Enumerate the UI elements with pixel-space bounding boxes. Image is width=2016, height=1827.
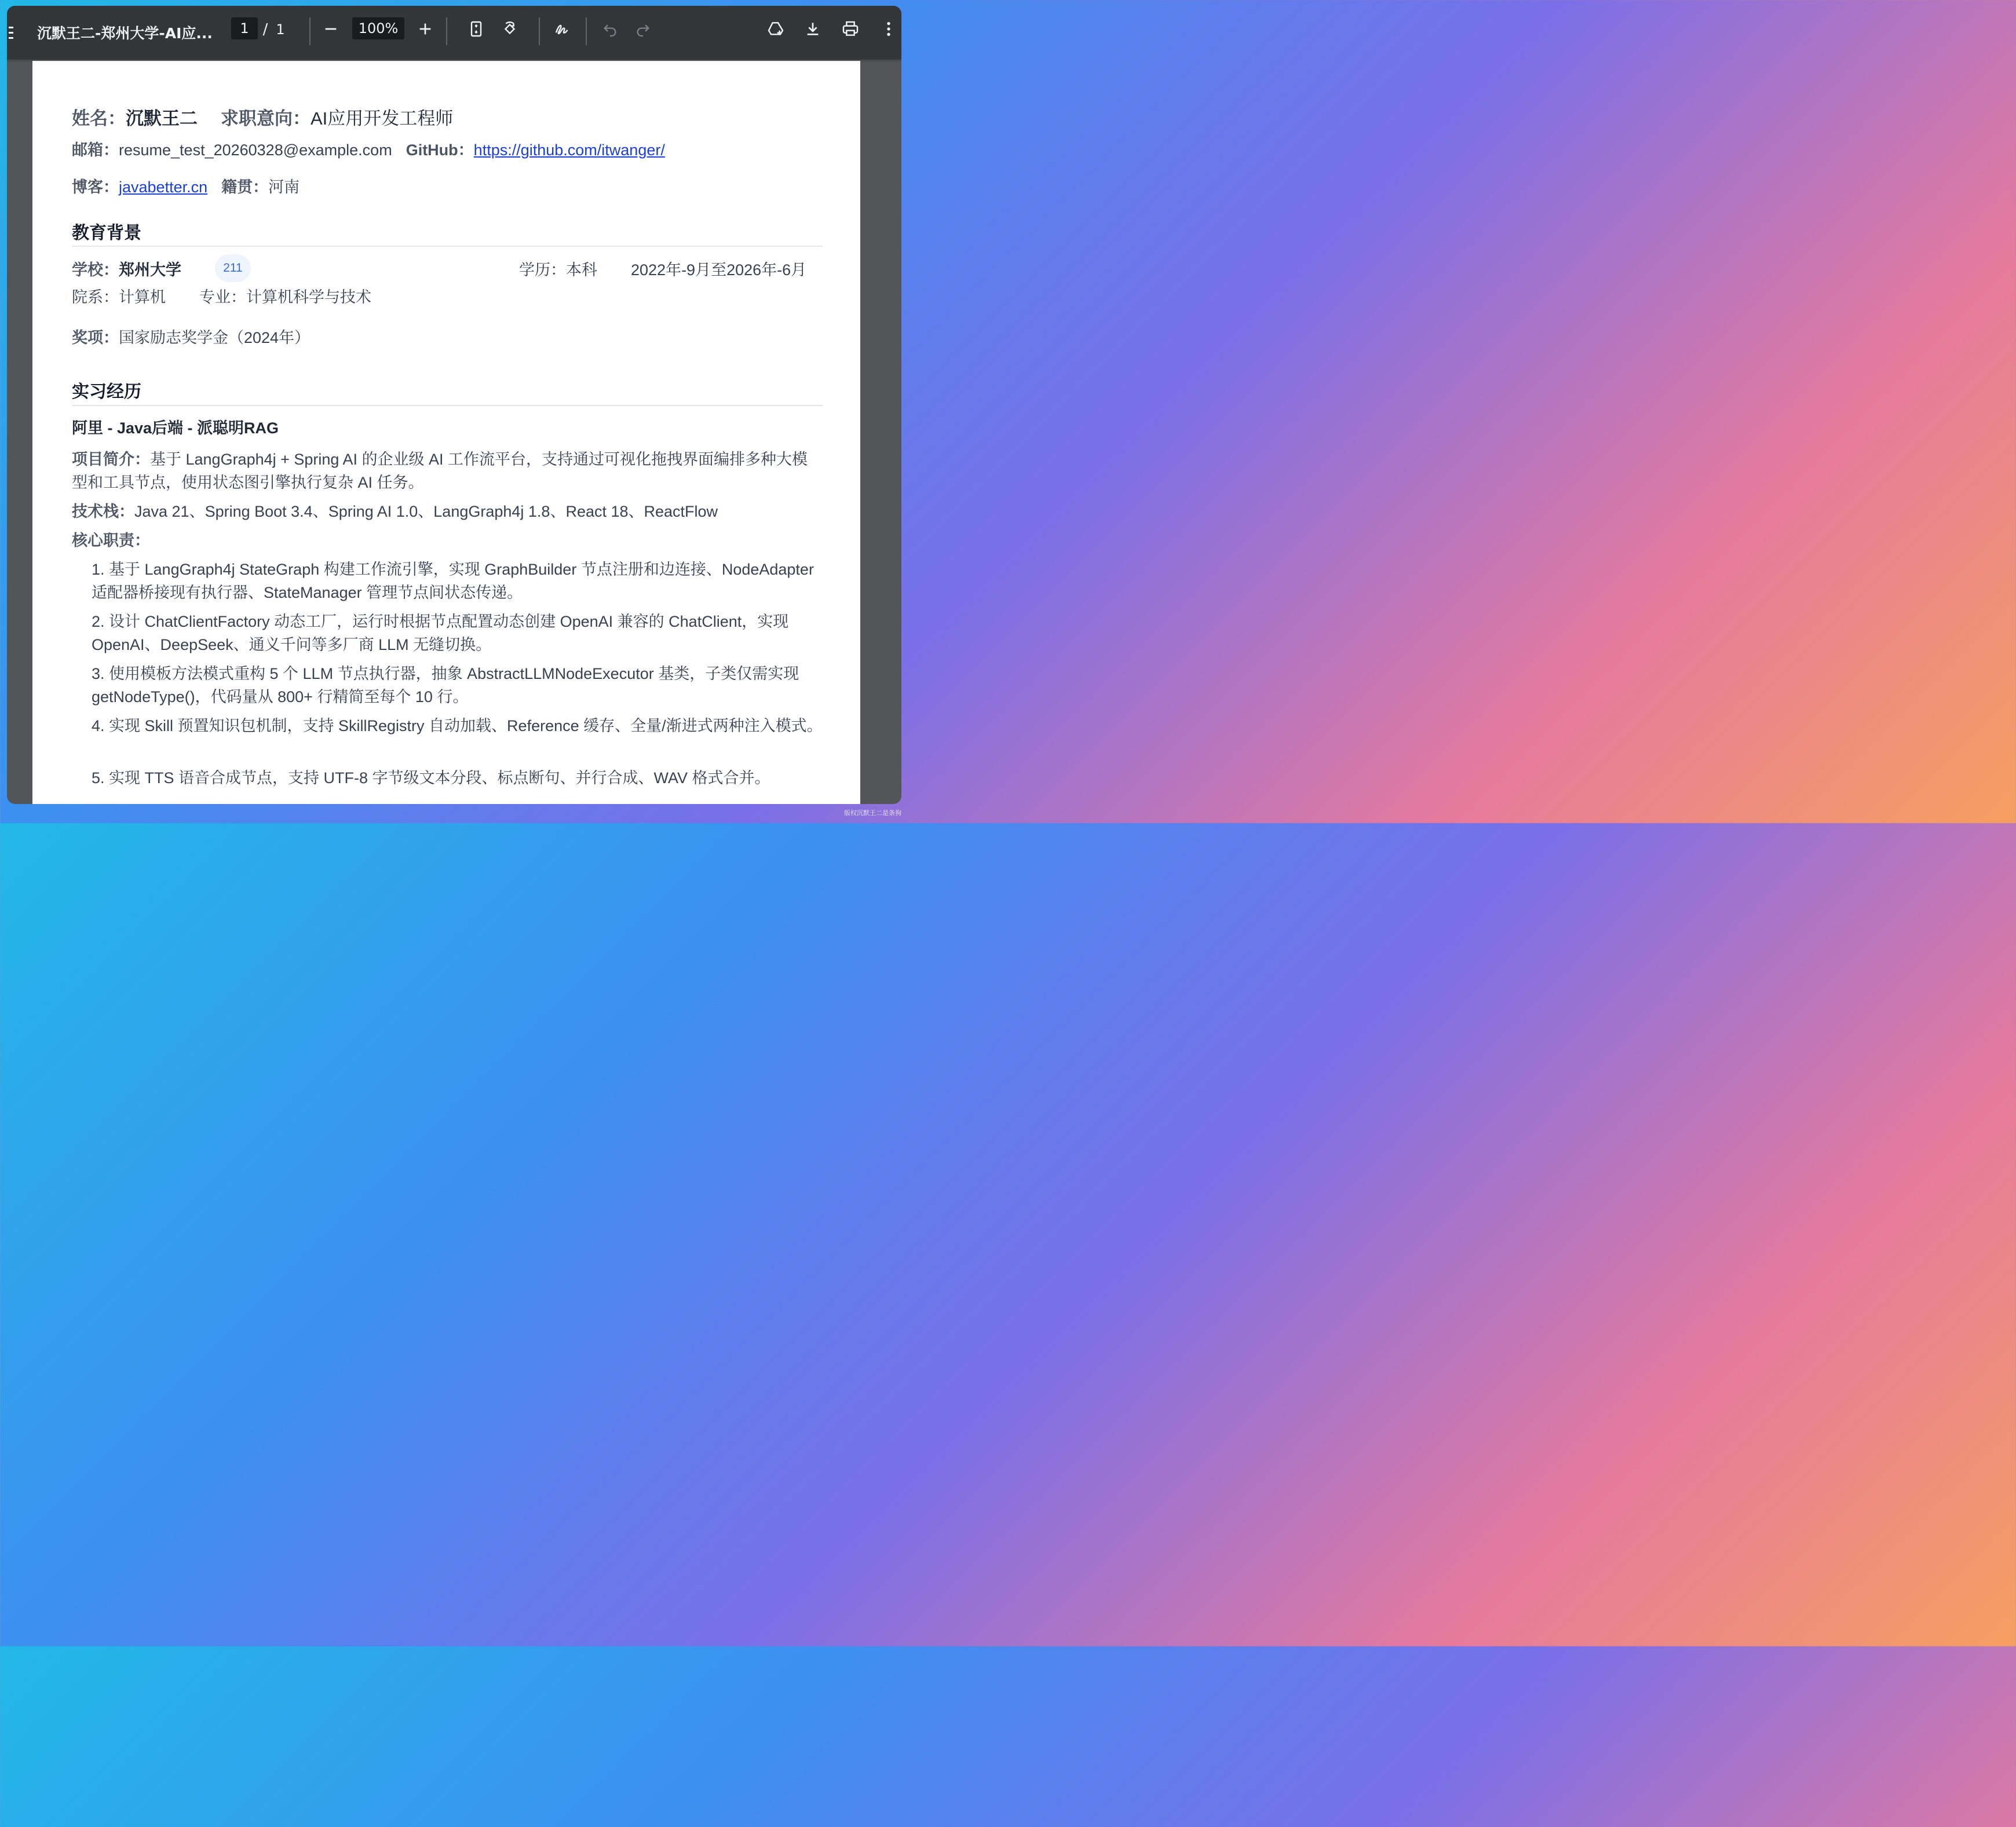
annotate-button[interactable] <box>550 16 575 42</box>
list-item: 1. 基于 LangGraph4j StateGraph 构建工作流引擎，实现 GraphBuilder 节点注册和边连接、NodeAdapter 适配器桥接现有执行器、StateManager 管理节点间状态传递。 <box>92 561 814 601</box>
fit-page-button[interactable] <box>463 16 489 42</box>
school-label: 学校： <box>72 261 119 279</box>
plus-icon <box>416 20 434 38</box>
email-label: 邮箱： <box>72 141 119 159</box>
download-icon <box>804 20 822 38</box>
intro-text: 基于 LangGraph4j + Spring AI 的企业级 AI 工作流平台，支持通过可视化拖拽界面编排多种大模型和工具节点，使用状态图引擎执行复杂 AI 任务。 <box>72 451 808 491</box>
redo-button[interactable] <box>630 16 656 42</box>
email-value: resume_test_20260328@example.com <box>119 141 392 159</box>
page-number-input[interactable]: 1 <box>231 17 258 39</box>
duties-heading <box>72 529 823 552</box>
internship-section-title: 实习经历 <box>72 382 141 401</box>
undo-icon <box>601 20 619 38</box>
page-separator: / <box>262 21 268 38</box>
name-label: 姓名： <box>72 108 126 129</box>
zoom-out-button[interactable] <box>318 16 344 42</box>
more-options-button[interactable] <box>876 16 901 42</box>
major-label: 专业： <box>199 288 246 306</box>
school-tier-badge: 211 <box>215 254 251 282</box>
major-value: 计算机科学与技术 <box>246 288 371 306</box>
undo-button[interactable] <box>597 16 623 42</box>
dept-label: 院系： <box>72 288 119 306</box>
zoom-input[interactable]: 100% <box>352 17 404 39</box>
list-item: 3. 使用模板方法模式重构 5 个 LLM 节点执行器，抽象 AbstractLLMNodeExecutor 基类，子类仅需实现 getNodeType()，代码量从 800+ 行精简至每个 10 行。 <box>92 665 799 706</box>
section-divider <box>72 405 823 406</box>
list-item: 2. 设计 ChatClientFactory 动态工厂，运行时根据节点配置动态创建 OpenAI 兼容的 ChatClient，实现 OpenAI、DeepSeek、通义千问等多厂商 LLM 无缝切换。 <box>92 613 789 653</box>
more-vert-icon <box>879 20 898 38</box>
degree-label: 学历： <box>519 261 566 279</box>
section-divider <box>72 246 823 247</box>
award-value: 国家励志奖学金（2024年） <box>119 329 311 346</box>
hometown-value: 河南 <box>268 178 300 196</box>
document-title: 沉默王二-郑州大学-AI应... <box>37 25 213 42</box>
name-value: 沉默王二 <box>126 108 198 129</box>
hometown-label: 籍贯： <box>221 178 269 196</box>
education-section-title: 教育背景 <box>72 224 141 243</box>
blog-link[interactable]: javabetter.cn <box>119 178 208 196</box>
pdf-toolbar <box>7 6 901 59</box>
toolbar-divider <box>446 17 447 45</box>
degree-value: 本科 <box>566 261 597 279</box>
dept-row <box>72 284 371 307</box>
print-icon <box>841 20 860 38</box>
dept-value: 计算机 <box>119 288 166 306</box>
add-to-drive-button[interactable] <box>763 16 788 42</box>
download-button[interactable] <box>800 16 826 42</box>
github-link[interactable]: https://github.com/itwanger/ <box>473 141 665 159</box>
project-intro <box>72 448 823 494</box>
pdf-page <box>32 61 860 804</box>
toolbar-divider <box>586 17 587 45</box>
intent-label: 求职意向： <box>221 108 311 129</box>
minus-icon <box>322 20 340 38</box>
stack-text: Java 21、Spring Boot 3.4、Spring AI 1.0、LangGraph4j 1.8、React 18、ReactFlow <box>134 503 718 520</box>
redo-icon <box>634 20 652 38</box>
blog-label: 博客： <box>72 178 119 196</box>
watermark-text: 版权沉默王二是条狗 <box>844 809 901 817</box>
intent-value: AI应用开发工程师 <box>311 108 454 129</box>
blog-row <box>72 174 300 197</box>
print-button[interactable] <box>838 16 863 42</box>
award-label: 奖项： <box>72 329 119 346</box>
zoom-in-button[interactable] <box>412 16 438 42</box>
school-row <box>72 254 251 282</box>
rotate-icon <box>501 20 519 38</box>
list-item: 5. 实现 TTS 语音合成节点，支持 UTF-8 字节级文本分段、标点断句、并行合成、WAV 格式合并。 <box>92 769 770 787</box>
internship-title: 阿里 - Java后端 - 派聪明RAG <box>72 419 279 437</box>
github-label: GitHub： <box>406 141 474 159</box>
stack-label: 技术栈： <box>72 503 134 520</box>
intro-label: 项目简介： <box>72 451 150 468</box>
name-row <box>72 104 453 130</box>
school-value: 郑州大学 <box>119 261 181 279</box>
award-row <box>72 325 310 348</box>
tech-stack <box>72 500 823 523</box>
degree-row <box>519 254 806 282</box>
toolbar-divider <box>539 17 540 45</box>
study-period: 2022年-9月至2026年-6月 <box>631 261 807 279</box>
fit-page-icon <box>467 20 485 38</box>
page-total: 1 <box>276 21 285 38</box>
rotate-button[interactable] <box>497 16 523 42</box>
duties-label: 核心职责： <box>72 532 150 549</box>
list-item: 4. 实现 Skill 预置知识包机制，支持 SkillRegistry 自动加载、Reference 缓存、全量/渐进式两种注入模式。 <box>92 717 823 735</box>
drive-add-icon <box>766 20 785 38</box>
contact-row <box>72 137 665 160</box>
draw-icon <box>553 20 572 38</box>
menu-icon[interactable] <box>7 23 15 42</box>
internship-heading <box>72 415 279 438</box>
pdf-viewer-window <box>7 6 901 804</box>
toolbar-divider <box>309 17 311 45</box>
